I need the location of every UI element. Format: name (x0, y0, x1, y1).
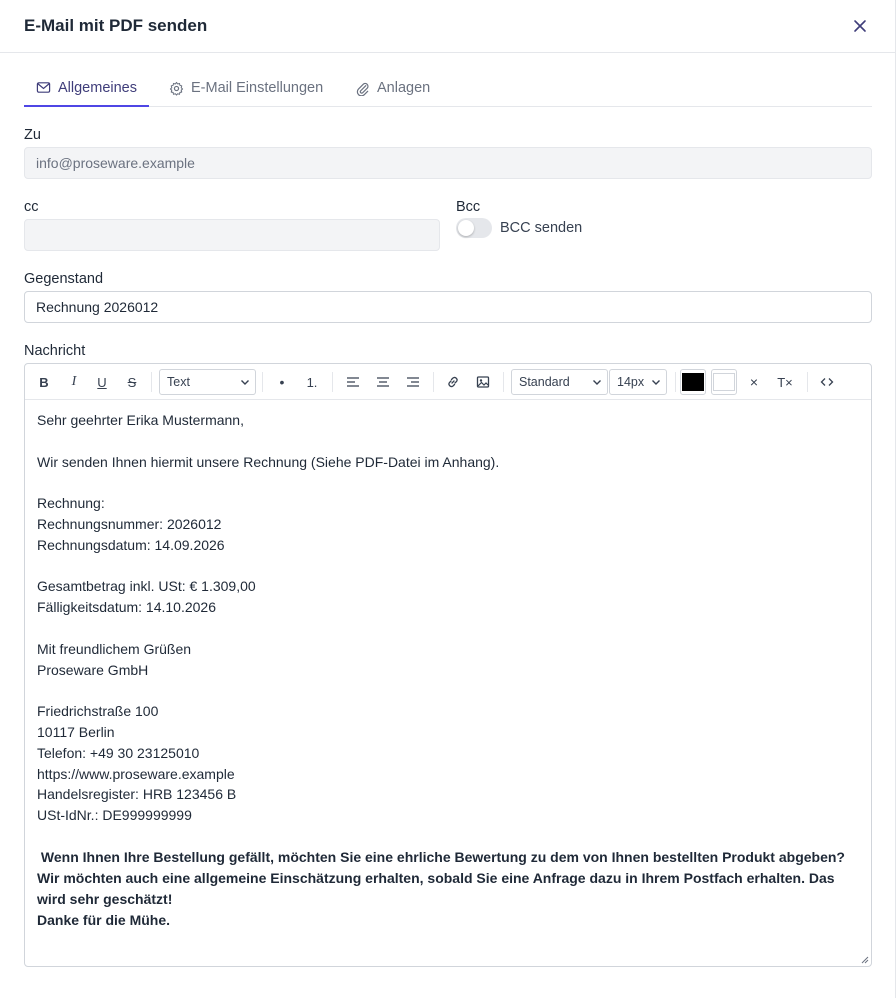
background-color-swatch (713, 373, 735, 391)
tab-email-einstellungen[interactable] (169, 70, 323, 106)
background-color-picker[interactable] (711, 369, 737, 395)
format-select-value: Text (167, 375, 190, 389)
align-right-icon (406, 375, 420, 389)
bcc-toggle[interactable] (456, 218, 582, 238)
chevron-down-icon (240, 377, 250, 387)
subject-field[interactable] (24, 291, 872, 323)
italic-button[interactable]: I (71, 374, 77, 389)
insert-image-button[interactable] (471, 370, 495, 394)
greeting-line: Sehr geehrter Erika Mustermann, (37, 412, 244, 428)
blank-line (37, 618, 859, 639)
gear-icon (169, 81, 184, 96)
company-name: Proseware GmbH (37, 661, 149, 678)
text-color-picker[interactable] (680, 369, 706, 395)
tab-anlagen[interactable] (355, 70, 430, 106)
review-request: Wenn Ihnen Ihre Bestellung gefällt, möchten Sie eine ehrliche Bewertung zu dem von Ihnen bestellten Produkt abgeben? (37, 848, 845, 865)
blank-line (37, 556, 859, 577)
ordered-list-button[interactable]: 1. (306, 374, 318, 390)
address-city: 10117 Berlin (37, 723, 115, 740)
align-left-icon (346, 375, 360, 389)
font-family-select[interactable] (511, 369, 608, 395)
close-button[interactable] (848, 14, 872, 38)
message-body[interactable] (37, 410, 859, 932)
insert-link-button[interactable] (441, 370, 465, 394)
tab-label: Allgemeines (58, 79, 137, 96)
toolbar-divider (675, 372, 676, 392)
blank-line (37, 680, 859, 701)
tab-allgemeines[interactable] (24, 70, 149, 107)
toolbar-divider (151, 372, 152, 392)
toolbar-divider (807, 372, 808, 392)
toolbar-divider (332, 372, 333, 392)
resize-handle-icon[interactable] (859, 954, 869, 964)
font-size-select[interactable] (609, 369, 667, 395)
tab-label: Anlagen (377, 80, 431, 96)
toggle-switch[interactable] (456, 218, 492, 238)
bcc-toggle-label: BCC senden (500, 220, 583, 236)
closing-line: Mit freundlichem Grüßen (37, 640, 192, 657)
size-select-value: 14px (617, 375, 645, 389)
dialog-header (0, 0, 896, 53)
dialog-title: E-Mail mit PDF senden (24, 16, 208, 35)
invoice-heading: Rechnung: (37, 495, 105, 512)
bullet-list-button[interactable]: • (279, 374, 285, 390)
paperclip-icon (355, 81, 370, 96)
toolbar-divider (503, 372, 504, 392)
mail-icon (36, 80, 51, 95)
bcc-label: Bcc (456, 199, 481, 215)
image-icon (476, 375, 490, 389)
font-select-value: Standard (519, 375, 570, 389)
toggle-knob (458, 220, 474, 236)
address-street: Friedrichstraße 100 (37, 703, 159, 720)
remove-color-button[interactable]: × (749, 374, 759, 390)
total-amount: Gesamtbetrag inkl. USt: € 1.309,00 (37, 578, 256, 595)
strike-button[interactable]: S (127, 374, 137, 390)
invoice-number: Rechnungsnummer: 2026012 (37, 515, 222, 532)
close-icon (853, 19, 867, 33)
tab-bar (24, 70, 872, 107)
align-left-button[interactable] (341, 370, 365, 394)
align-center-icon (376, 375, 390, 389)
clear-formatting-button[interactable]: T× (777, 374, 793, 390)
editor-toolbar (25, 364, 871, 400)
chevron-down-icon (651, 377, 661, 387)
website-line: https://www.proseware.example (37, 765, 235, 782)
blank-line (37, 431, 859, 452)
code-icon (820, 375, 834, 389)
underline-button[interactable]: U (97, 374, 107, 390)
cc-label: cc (24, 199, 39, 215)
subject-label: Gegenstand (24, 271, 104, 287)
bold-button[interactable]: B (39, 374, 49, 390)
format-select[interactable] (159, 369, 256, 395)
align-right-button[interactable] (401, 370, 425, 394)
link-icon (446, 375, 460, 389)
to-label: Zu (24, 127, 41, 143)
message-label: Nachricht (24, 343, 86, 359)
toolbar-divider (262, 372, 263, 392)
to-field[interactable] (24, 147, 872, 179)
tab-label: E-Mail Einstellungen (191, 80, 324, 96)
blank-line (37, 826, 859, 847)
invoice-date: Rechnungsdatum: 14.09.2026 (37, 536, 225, 553)
align-center-button[interactable] (371, 370, 395, 394)
cc-field[interactable] (24, 219, 440, 251)
intro-line: Wir senden Ihnen hiermit unsere Rechnung (Siehe PDF-Datei im Anhang). (37, 453, 500, 470)
vat-id-line: USt-IdNr.: DE999999999 (37, 807, 192, 824)
chevron-down-icon (592, 377, 602, 387)
toolbar-divider (433, 372, 434, 392)
general-request: Wir möchten auch eine allgemeine Einschätzung erhalten, sobald Sie eine Anfrage dazu in Ihrem Postfach erhalten. Das wird sehr geschätzt! (37, 869, 835, 908)
text-color-swatch (682, 373, 704, 391)
phone-line: Telefon: +49 30 23125010 (37, 744, 200, 761)
blank-line (37, 472, 859, 493)
source-code-button[interactable] (815, 370, 839, 394)
register-line: Handelsregister: HRB 123456 B (37, 786, 237, 803)
rich-text-editor (24, 363, 872, 967)
due-date: Fälligkeitsdatum: 14.10.2026 (37, 599, 216, 616)
thanks-line: Danke für die Mühe. (37, 912, 171, 929)
